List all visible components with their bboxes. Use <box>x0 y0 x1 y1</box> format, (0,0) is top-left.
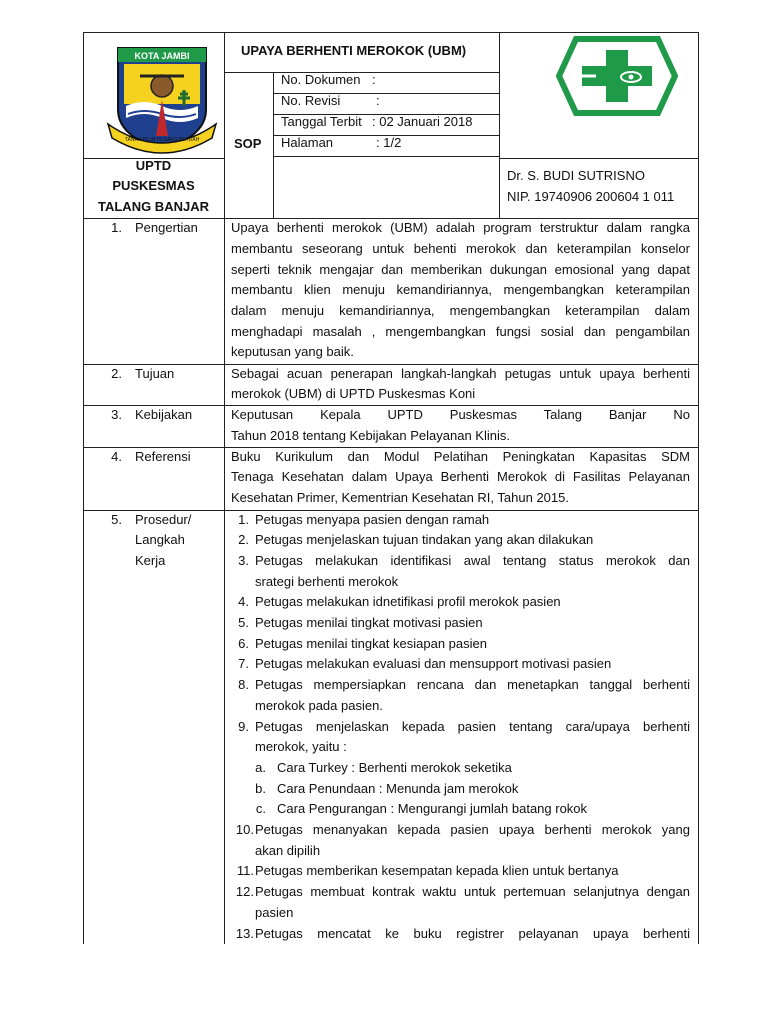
date-value: : 02 Januari 2018 <box>372 114 473 129</box>
step-10-text-1: Petugas menanyakan kepada pasien upaya berhenti merokok yang <box>255 822 690 837</box>
section-5-number: 5. <box>111 512 122 527</box>
section-2-number: 2. <box>111 366 122 381</box>
step-9-text-1: Petugas menjelaskan kepada pasien tentang cara/upaya berhenti <box>255 719 690 734</box>
step-12-number: 12. <box>235 884 254 899</box>
step-11-number: 11. <box>236 863 254 878</box>
sop-label: SOP <box>234 136 262 151</box>
section-5-label-1: Prosedur/ <box>135 512 192 527</box>
org-line-2: PUSKESMAS <box>112 178 195 193</box>
step-8-text-2: merokok pada pasien. <box>255 698 383 713</box>
section-4-label: Referensi <box>135 449 191 464</box>
step-2-number: 2. <box>238 532 249 547</box>
kebijakan-line-2: Tahun 2018 tentang Kebijakan Pelayanan Klinis. <box>231 428 510 443</box>
step-1-number: 1. <box>238 512 249 527</box>
referensi-line-3: Kesehatan Primer, Kementrian Kesehatan RI, Tahun 2015. <box>231 490 569 505</box>
step-8-number: 8. <box>238 677 249 692</box>
pengertian-line-7: keputusan yang baik. <box>231 344 354 359</box>
pengertian-line-2: membantu seseorang untuk behenti merokok dan keterampilan konselor <box>231 241 690 256</box>
signature-divider <box>499 158 698 159</box>
referensi-line-1: Buku Kurikulum dan Modul Pelatihan Peningkatan Kapasitas SDM <box>231 449 690 464</box>
step-9a-letter: a. <box>255 760 266 775</box>
step-9a-text: Cara Turkey : Berhenti merokok seketika <box>277 760 512 775</box>
step-9-number: 9. <box>238 719 249 734</box>
document-title: UPAYA BERHENTI MEROKOK (UBM) <box>241 43 467 58</box>
page-label: Halaman <box>281 135 334 150</box>
logo-left-title: KOTA JAMBI <box>134 51 190 61</box>
step-7-number: 7. <box>238 656 249 671</box>
pengertian-line-3: seperti teknik mengajar dan memberikan dukungan emosional yang dapat <box>231 262 690 277</box>
rev-label: No. Revisi <box>281 93 341 108</box>
signer-name: Dr. S. BUDI SUTRISNO <box>507 168 645 183</box>
signature-col-divider <box>499 32 500 218</box>
pengertian-line-6: menghadapi masalah , mengembangkan fungsi sosial dan pengambilan <box>231 324 690 339</box>
step-8-text-1: Petugas mempersiapkan rencana dan menetapkan tanggal berhenti <box>255 677 690 692</box>
referensi-line-2: Tenaga Kesehatan dalam Upaya Berhenti Merokok di Fasilitas Pelayanan <box>231 469 690 484</box>
rev-value: : <box>376 93 380 108</box>
kebijakan-line-1: Keputusan Kepala UPTD Puskesmas Talang Banjar No <box>231 407 690 422</box>
step-7-text: Petugas melakukan evaluasi dan mensupport motivasi pasien <box>255 656 612 671</box>
step-1-text: Petugas menyapa pasien dengan ramah <box>255 512 490 527</box>
section-3-number: 3. <box>111 407 122 422</box>
signer-nip: NIP. 19740906 200604 1 011 <box>507 189 675 204</box>
section-5-label-3: Kerja <box>135 553 166 568</box>
doc-no-label: No. Dokumen <box>281 72 361 87</box>
step-10-number: 10. <box>235 822 254 837</box>
step-13-number: 13. <box>235 926 254 941</box>
step-4-text: Petugas melakukan idnetifikasi profil merokok pasien <box>255 594 561 609</box>
section-4-number: 4. <box>111 449 122 464</box>
org-line-1: UPTD <box>135 158 172 173</box>
step-9b-letter: b. <box>255 781 266 796</box>
date-label: Tanggal Terbit <box>281 114 362 129</box>
step-13-text-1: Petugas mencatat ke buku registrer pelayanan upaya berhenti <box>255 926 690 941</box>
tujuan-line-2: merokok (UBM) di UPTD Puskesmas Koni <box>231 386 476 401</box>
meta-divider-4 <box>273 156 499 157</box>
section-1-label: Pengertian <box>135 220 198 235</box>
kota-jambi-emblem-icon <box>104 40 220 156</box>
section-3-label: Kebijakan <box>135 407 193 422</box>
step-9b-text: Cara Penundaan : Menunda jam merokok <box>277 781 519 796</box>
col-divider-label <box>224 32 225 944</box>
step-10-text-2: akan dipilih <box>255 843 321 858</box>
step-3-text-1: Petugas melakukan identifikasi awal tentang status merokok dan <box>255 553 690 568</box>
title-divider <box>224 72 499 73</box>
tujuan-line-1: Sebagai acuan penerapan langkah-langkah petugas untuk upaya berhenti <box>231 366 690 381</box>
step-6-number: 6. <box>238 636 249 651</box>
step-6-text: Petugas menilai tingkat kesiapan pasien <box>255 636 487 651</box>
section-5-label-2: Langkah <box>135 532 185 547</box>
step-12-text-2: pasien <box>255 905 294 920</box>
step-9c-text: Cara Pengurangan : Mengurangi jumlah batang rokok <box>277 801 588 816</box>
logo-left-motto: TANAH PILIH PUSAKO BETUAH <box>124 137 200 143</box>
step-4-number: 4. <box>238 594 249 609</box>
step-5-number: 5. <box>238 615 249 630</box>
pengertian-line-5: dalam menuju kemandiriannya, mengembangkan keterampilan dalam <box>231 303 690 318</box>
pengertian-line-4: membantu klien menuju kemandiriannya, mengembangkan keterampilan <box>231 282 690 297</box>
org-line-3: TALANG BANJAR <box>98 199 209 214</box>
step-2-text: Petugas menjelaskan tujuan tindakan yang akan dilakukan <box>255 532 594 547</box>
puskesmas-logo-icon <box>556 36 678 116</box>
step-9-text-2: merokok, yaitu : <box>255 739 347 754</box>
step-5-text: Petugas menilai tingkat motivasi pasien <box>255 615 483 630</box>
table-border-right <box>698 32 699 944</box>
step-9c-letter: c. <box>255 801 266 816</box>
step-11-text: Petugas memberikan kesempatan kepada klien untuk bertanya <box>255 863 619 878</box>
step-12-text-1: Petugas membuat kontrak waktu untuk pertemuan selanjutnya dengan <box>255 884 690 899</box>
step-3-text-2: srategi berhenti merokok <box>255 574 399 589</box>
page-value: : 1/2 <box>376 135 402 150</box>
table-border-top <box>83 32 698 33</box>
section-2-label: Tujuan <box>135 366 175 381</box>
section-1-number: 1. <box>111 220 122 235</box>
pengertian-line-1: Upaya berhenti merokok (UBM) adalah program terstruktur dalam rangka <box>231 220 690 235</box>
step-3-number: 3. <box>238 553 249 568</box>
doc-no-value: : <box>372 72 376 87</box>
